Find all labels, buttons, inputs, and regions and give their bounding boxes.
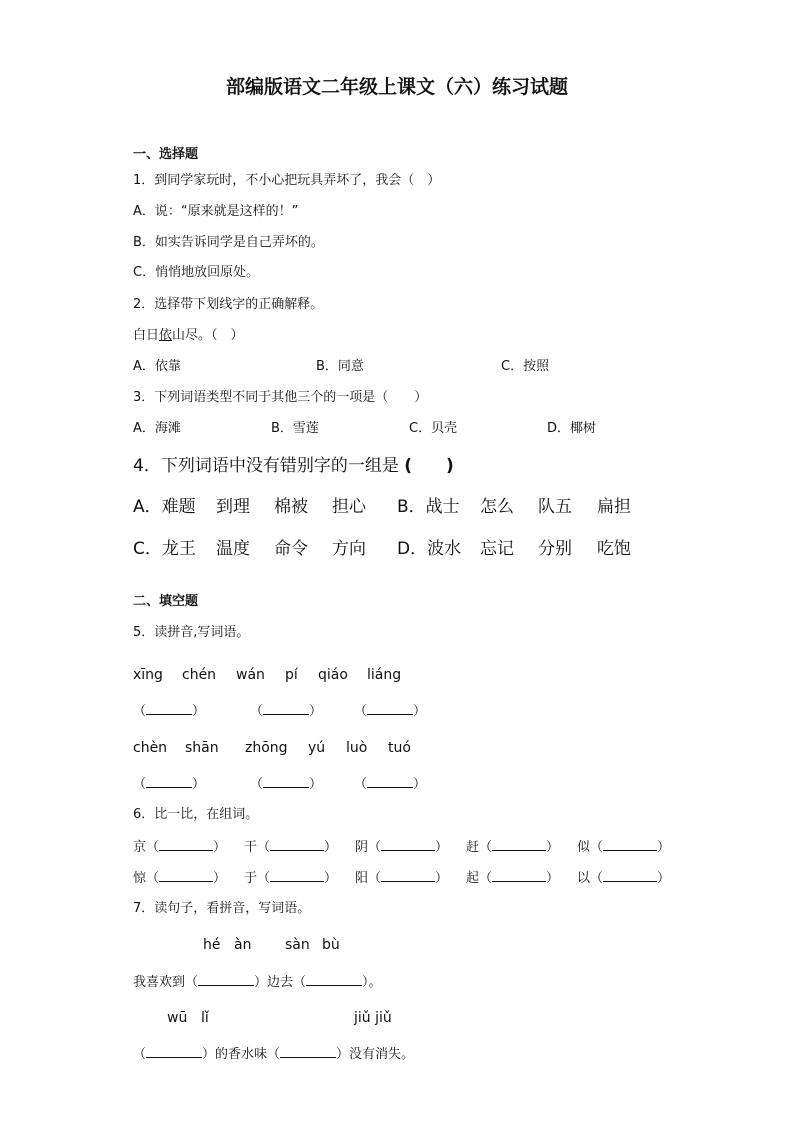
word-group-blank[interactable]: 干（ ） — [244, 840, 338, 855]
pinyin: yú — [308, 740, 326, 756]
question-4-option-d-word-4: 吃饱 — [597, 539, 631, 559]
question-6-stem: 6．比一比，在组词。 — [133, 807, 259, 822]
section-heading-fill-blank: 二、填空题 — [133, 594, 199, 609]
question-4-option-b-word-2: 怎么 — [480, 497, 514, 517]
question-4-option-b-word-4: 扁担 — [597, 497, 631, 517]
pinyin: liáng — [367, 667, 402, 683]
question-5-stem: 5．读拼音,写词语。 — [133, 625, 250, 640]
word-group-blank[interactable]: 阳（ ） — [355, 871, 449, 886]
question-7-stem: 7．读句子，看拼音，写词语。 — [133, 901, 311, 916]
pinyin: shān — [185, 740, 219, 756]
question-4-option-b-word-1: B．战士 — [397, 497, 460, 517]
pinyin: sàn — [285, 937, 310, 953]
section-heading-choice: 一、选择题 — [133, 147, 199, 162]
question-3-option-c: C．贝壳 — [409, 421, 458, 436]
question-7-sentence-2: （ ）的香水味（ ）没有消失。 — [133, 1047, 415, 1062]
pinyin: chèn — [133, 740, 168, 756]
question-4-option-d-word-3: 分别 — [538, 539, 572, 559]
question-1-option-b: B．如实告诉同学是自己弄坏的。 — [133, 235, 324, 250]
question-4-option-a-word-2: 到理 — [216, 497, 250, 517]
sentence-text: 山尽。（ ） — [172, 328, 244, 343]
pinyin: tuó — [388, 740, 411, 756]
pinyin: zhōng — [245, 740, 288, 756]
pinyin: hé — [203, 937, 221, 953]
page-title: 部编版语文二年级上课文（六）练习试题 — [225, 76, 568, 98]
question-1-stem: 1．到同学家玩时，不小心把玩具弄坏了，我会（ ） — [133, 173, 441, 188]
pinyin: pí — [285, 667, 298, 683]
pinyin: bù — [322, 937, 340, 953]
pinyin: xīng — [133, 667, 163, 683]
character: 赶 — [466, 840, 480, 855]
sentence-text: 白日 — [133, 328, 160, 343]
question-3-option-b: B．雪莲 — [271, 421, 319, 436]
word-group-blank[interactable]: 于（ ） — [244, 871, 338, 886]
question-4-option-c-word-1: C．龙王 — [133, 539, 196, 559]
word-group-blank[interactable]: 似（ ） — [577, 840, 671, 855]
word-group-blank[interactable]: 以（ ） — [577, 871, 671, 886]
pinyin: chén — [182, 667, 217, 683]
answer-blank[interactable]: （ ） — [250, 704, 323, 719]
answer-paren: ( ) — [404, 456, 454, 476]
character: 于 — [244, 871, 258, 886]
question-2-option-c: C．按照 — [501, 359, 550, 374]
question-1-option-a: A．说：“原来就是这样的！” — [133, 204, 299, 219]
question-4-stem — [133, 456, 454, 476]
word-group-blank[interactable]: 起（ ） — [466, 871, 560, 886]
question-4-option-d-word-1: D．波水 — [397, 539, 462, 559]
answer-blank[interactable]: （ ） — [133, 777, 206, 792]
answer-blank[interactable]: （ ） — [354, 704, 427, 719]
character: 阴 — [355, 840, 369, 855]
answer-blank[interactable] — [198, 973, 254, 986]
answer-blank[interactable] — [306, 973, 362, 986]
word-group-blank[interactable]: 惊（ ） — [133, 871, 227, 886]
character: 惊 — [133, 871, 147, 886]
character: 以 — [577, 871, 591, 886]
question-4-option-c-word-4: 方向 — [332, 539, 366, 559]
word-group-blank[interactable]: 京（ ） — [133, 840, 227, 855]
answer-blank[interactable] — [280, 1045, 336, 1058]
question-2-stem: 2．选择带下划线字的正确解释。 — [133, 297, 324, 312]
character: 京 — [133, 840, 147, 855]
question-4-text: 4．下列词语中没有错别字的一组是 — [133, 456, 399, 476]
character: 起 — [466, 871, 480, 886]
question-3-stem: 3．下列词语类型不同于其他三个的一项是（ ） — [133, 390, 428, 405]
character: 似 — [577, 840, 591, 855]
answer-blank[interactable] — [146, 1045, 202, 1058]
pinyin: àn — [234, 937, 252, 953]
question-4-option-d-word-2: 忘记 — [480, 539, 514, 559]
pinyin: qiáo — [318, 667, 348, 683]
question-2-sentence — [133, 328, 244, 344]
pinyin: luò — [346, 740, 368, 756]
question-4-option-a-word-3: 棉被 — [274, 497, 308, 517]
question-2-option-b: B．同意 — [316, 359, 364, 374]
character: 阳 — [355, 871, 369, 886]
question-2-option-a: A．依靠 — [133, 359, 181, 374]
question-4-option-b-word-3: 队五 — [538, 497, 572, 517]
answer-blank[interactable]: （ ） — [250, 777, 323, 792]
question-4-option-a-word-1: A．难题 — [133, 497, 196, 517]
answer-blank[interactable]: （ ） — [133, 704, 206, 719]
word-group-blank[interactable]: 阴（ ） — [355, 840, 449, 855]
pinyin: lǐ — [201, 1010, 209, 1026]
pinyin: jiǔ jiǔ — [354, 1010, 392, 1026]
question-3-option-d: D．椰树 — [547, 421, 597, 436]
character: 干 — [244, 840, 258, 855]
question-4-option-c-word-2: 温度 — [216, 539, 250, 559]
question-1-option-c: C．悄悄地放回原处。 — [133, 265, 260, 280]
question-4-option-c-word-3: 命令 — [274, 539, 308, 559]
answer-blank[interactable]: （ ） — [354, 777, 427, 792]
question-3-option-a: A．海滩 — [133, 421, 181, 436]
question-7-sentence-1: 我喜欢到（ ）边去（ ）。 — [133, 975, 382, 990]
pinyin: wū — [167, 1010, 188, 1026]
word-group-blank[interactable]: 赶（ ） — [466, 840, 560, 855]
underlined-character: 依 — [159, 328, 173, 343]
question-4-option-a-word-4: 担心 — [332, 497, 366, 517]
pinyin: wán — [236, 667, 265, 683]
